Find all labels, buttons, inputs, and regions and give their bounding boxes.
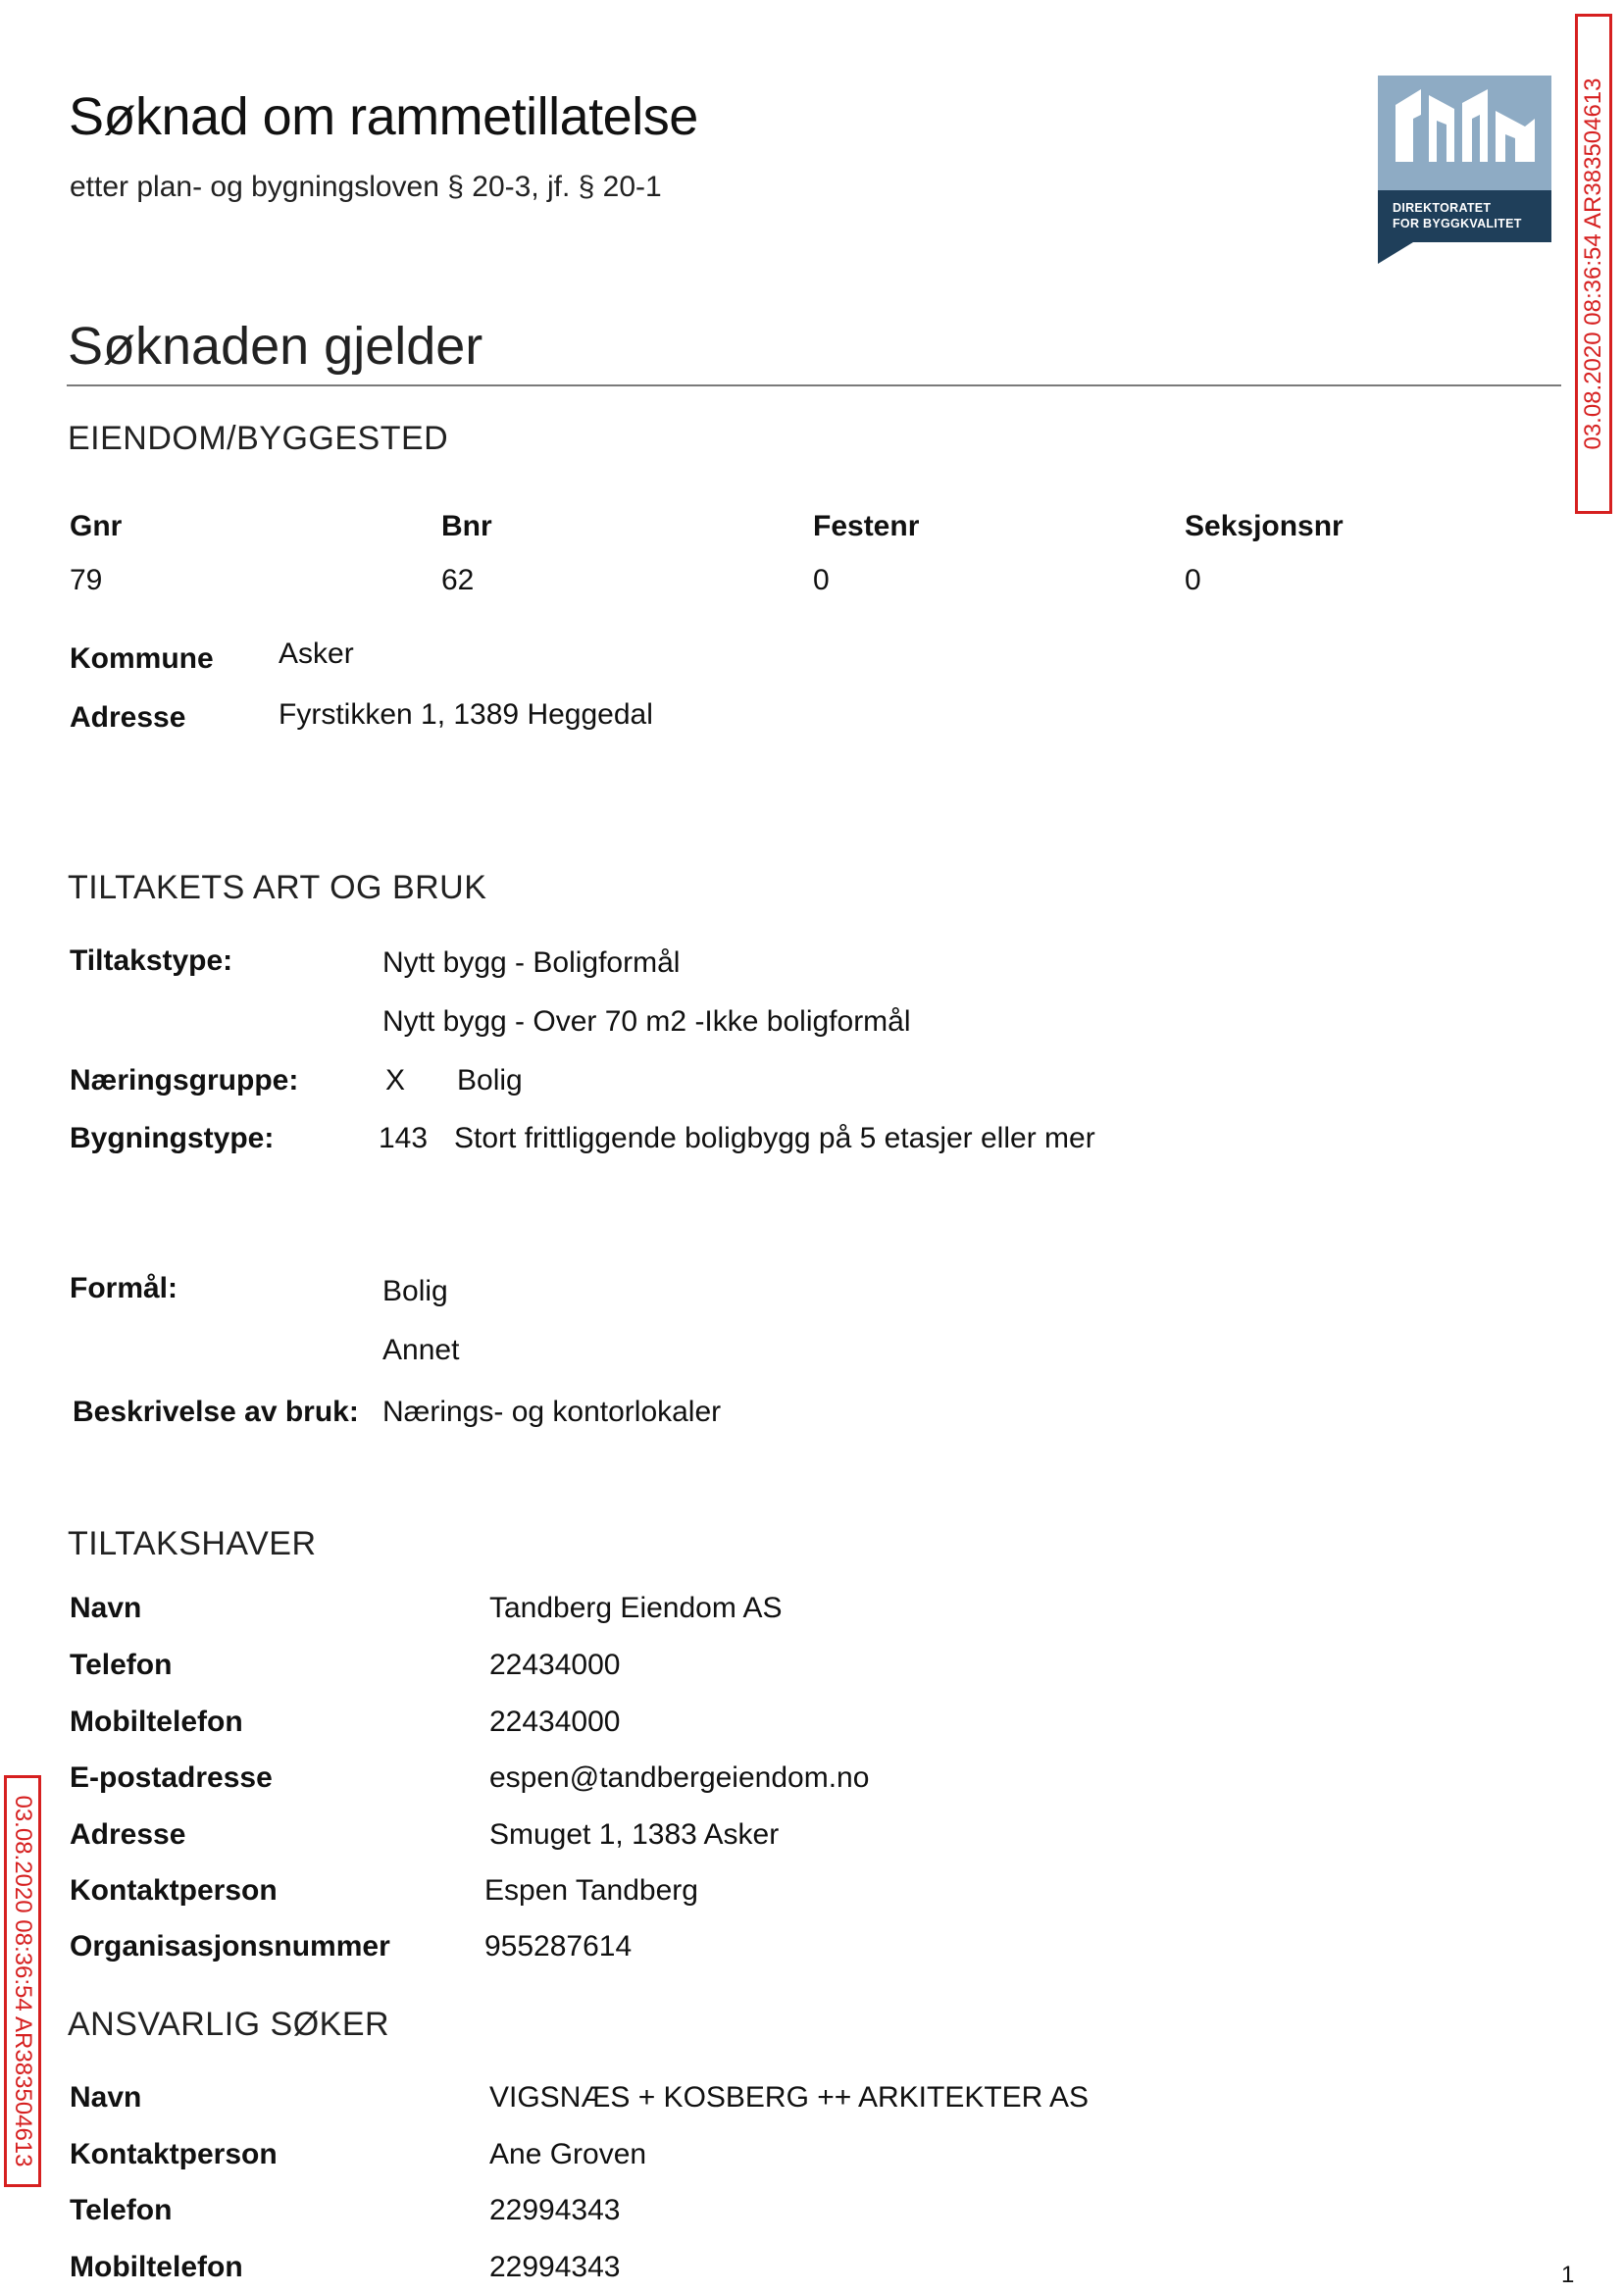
tiltakshaver-epost-value: espen@tandbergeiendom.no	[489, 1761, 870, 1794]
soker-kontakt-label: Kontaktperson	[70, 2138, 278, 2170]
naeringsgruppe-value: Bolig	[457, 1064, 523, 1096]
seksjonsnr-label: Seksjonsnr	[1185, 510, 1344, 542]
tiltakshaver-mobil-label: Mobiltelefon	[70, 1706, 243, 1738]
receipt-stamp-left-text: 03.08.2020 08:36:54 AR383504613	[10, 1795, 36, 2167]
receipt-stamp-top	[1575, 14, 1612, 514]
gnr-value: 79	[70, 564, 103, 596]
tiltakstype-value-2: Nytt bygg - Over 70 m2 -Ikke boligformål	[382, 1005, 911, 1038]
tiltakshaver-mobil-value: 22434000	[489, 1706, 621, 1738]
formal-value-1: Bolig	[382, 1275, 448, 1307]
dibk-logo	[1378, 76, 1551, 190]
tiltakshaver-navn-value: Tandberg Eiendom AS	[489, 1592, 783, 1624]
section-ansvarlig-soker-title: ANSVARLIG SØKER	[68, 2006, 390, 2043]
tiltakshaver-orgnr-label: Organisasjonsnummer	[70, 1930, 390, 1963]
tiltakshaver-adresse-value: Smuget 1, 1383 Asker	[489, 1818, 780, 1851]
naeringsgruppe-label: Næringsgruppe:	[70, 1064, 299, 1096]
dibk-logo-buildings-icon	[1378, 76, 1551, 190]
beskrivelse-value: Nærings- og kontorlokaler	[382, 1396, 722, 1428]
soker-mobil-label: Mobiltelefon	[70, 2251, 243, 2283]
tiltakshaver-telefon-label: Telefon	[70, 1649, 173, 1681]
soker-telefon-label: Telefon	[70, 2194, 173, 2226]
naeringsgruppe-code: X	[385, 1064, 406, 1096]
dibk-logo-tail	[1378, 242, 1413, 264]
tiltakshaver-orgnr-value: 955287614	[484, 1930, 633, 1963]
soker-kontakt-value: Ane Groven	[489, 2138, 647, 2170]
festenr-value: 0	[813, 564, 830, 596]
soker-mobil-value: 22994343	[489, 2251, 621, 2283]
main-heading: Søknaden gjelder	[68, 317, 483, 376]
tiltakshaver-epost-label: E-postadresse	[70, 1761, 273, 1794]
soker-navn-label: Navn	[70, 2081, 142, 2114]
tiltakshaver-kontakt-label: Kontaktperson	[70, 1874, 278, 1907]
tiltakstype-value-1: Nytt bygg - Boligformål	[382, 946, 681, 979]
dibk-logo-band	[1378, 190, 1551, 242]
receipt-stamp-top-text: 03.08.2020 08:36:54 AR383504613	[1580, 77, 1606, 450]
soker-navn-value: VIGSNÆS + KOSBERG ++ ARKITEKTER AS	[489, 2081, 1090, 2114]
bygningstype-code: 143	[379, 1122, 429, 1154]
kommune-value: Asker	[279, 637, 354, 670]
tiltakshaver-navn-label: Navn	[70, 1592, 142, 1624]
soker-telefon-value: 22994343	[489, 2194, 621, 2226]
adresse-label: Adresse	[70, 701, 186, 734]
gnr-label: Gnr	[70, 510, 123, 542]
receipt-stamp-left	[4, 1775, 41, 2187]
kommune-label: Kommune	[70, 642, 214, 675]
page-number: 1	[1561, 2262, 1575, 2288]
formal-value-2: Annet	[382, 1334, 460, 1366]
document-subtitle: etter plan- og bygningsloven § 20-3, jf. § 20-1	[70, 171, 662, 203]
tiltakstype-label: Tiltakstype:	[70, 944, 233, 977]
document-title: Søknad om rammetillatelse	[69, 87, 698, 146]
beskrivelse-label: Beskrivelse av bruk:	[73, 1396, 359, 1428]
bygningstype-value: Stort frittliggende boligbygg på 5 etasjer eller mer	[454, 1122, 1095, 1154]
section-eiendom-title: EIENDOM/BYGGESTED	[68, 420, 449, 457]
festenr-label: Festenr	[813, 510, 920, 542]
bnr-value: 62	[441, 564, 475, 596]
logo-text-line2: FOR BYGGKVALITET	[1393, 217, 1522, 230]
formal-label: Formål:	[70, 1272, 178, 1304]
section-tiltakshaver-title: TILTAKSHAVER	[68, 1525, 317, 1562]
heading-divider	[67, 384, 1561, 386]
seksjonsnr-value: 0	[1185, 564, 1201, 596]
tiltakshaver-telefon-value: 22434000	[489, 1649, 621, 1681]
tiltakshaver-kontakt-value: Espen Tandberg	[484, 1874, 698, 1907]
bygningstype-label: Bygningstype:	[70, 1122, 275, 1154]
adresse-value: Fyrstikken 1, 1389 Heggedal	[279, 698, 653, 731]
tiltakshaver-adresse-label: Adresse	[70, 1818, 186, 1851]
bnr-label: Bnr	[441, 510, 492, 542]
logo-text-line1: DIREKTORATET	[1393, 201, 1492, 215]
section-tiltak-title: TILTAKETS ART OG BRUK	[68, 869, 487, 906]
